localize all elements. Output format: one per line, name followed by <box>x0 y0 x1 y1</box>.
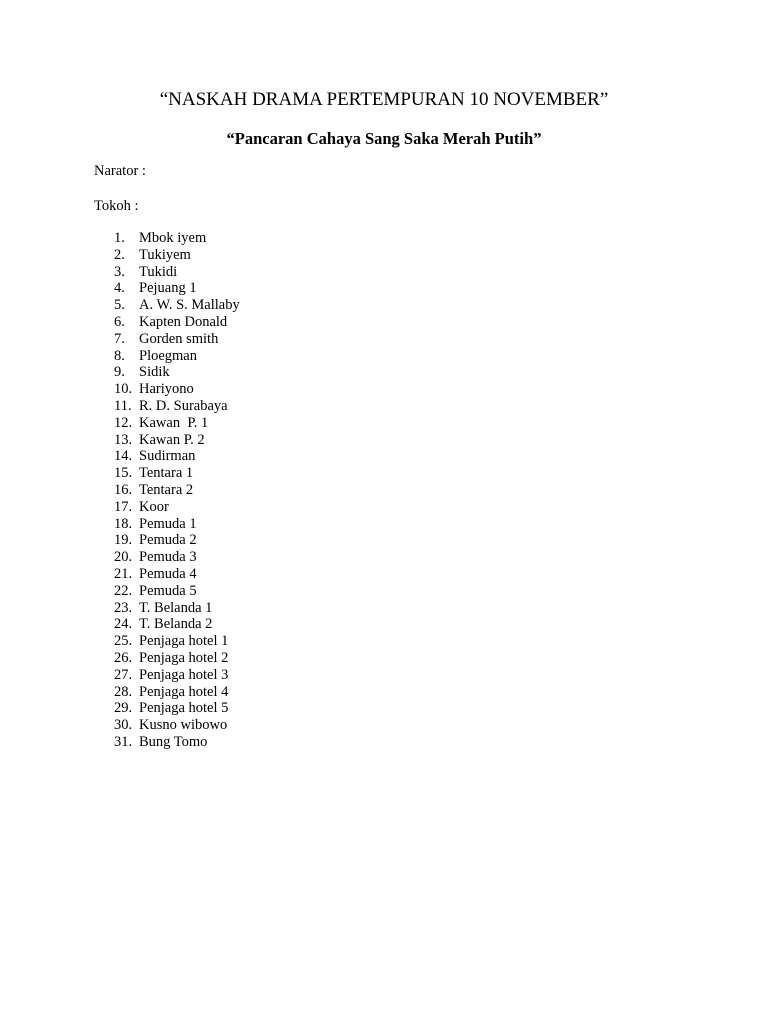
list-item-name: Tentara 2 <box>139 481 194 498</box>
list-item-name: Ploegman <box>139 347 197 364</box>
list-item-name: Kawan P. 1 <box>139 414 209 431</box>
list-item-number: 13. <box>114 431 133 448</box>
list-item-number: 14. <box>114 448 133 465</box>
list-item-name: Mbok iyem <box>139 230 207 246</box>
narator-label: Narator : <box>94 163 146 179</box>
list-item-number: 17. <box>114 498 133 515</box>
list-item-number: 7. <box>114 330 125 347</box>
list-item-name: Hariyono <box>139 381 194 398</box>
list-item-name: Penjaga hotel 3 <box>139 666 229 683</box>
list-item-number: 10. <box>114 381 133 398</box>
list-item-number: 26. <box>114 649 133 666</box>
list-item-number: 30. <box>114 717 133 734</box>
list-item-name: T. Belanda 1 <box>139 599 213 616</box>
list-item-number: 6. <box>114 313 125 330</box>
list-item-name: Kawan P. 2 <box>139 431 205 448</box>
list-item-name: Tukidi <box>139 263 178 280</box>
list-item-name: T. Belanda 2 <box>139 616 213 633</box>
list-item-name: Pemuda 5 <box>139 582 197 599</box>
list-item-number: 16. <box>114 481 133 498</box>
list-item-number: 23. <box>114 599 133 616</box>
list-item-number: 29. <box>114 700 133 717</box>
list-item-number: 31. <box>114 733 133 750</box>
list-item-name: Bung Tomo <box>139 733 208 750</box>
list-item-number: 21. <box>114 565 133 582</box>
list-item-number: 19. <box>114 532 133 549</box>
tokoh-label: Tokoh : <box>94 198 139 214</box>
list-item-number: 9. <box>114 364 125 381</box>
list-item-number: 27. <box>114 666 133 683</box>
list-item-name: Koor <box>139 498 169 515</box>
list-item-number: 12. <box>114 414 133 431</box>
list-item-name: Pemuda 1 <box>139 515 197 532</box>
list-item-number: 2. <box>114 246 125 263</box>
list-item-number: 18. <box>114 515 133 532</box>
list-item-name: R. D. Surabaya <box>139 397 228 414</box>
list-item-name: A. W. S. Mallaby <box>139 297 240 314</box>
list-item-name: Penjaga hotel 2 <box>139 649 229 666</box>
list-item-name: Penjaga hotel 4 <box>139 683 229 700</box>
list-item-number: 20. <box>114 549 133 566</box>
list-item-number: 28. <box>114 683 133 700</box>
list-item-name: Penjaga hotel 1 <box>139 633 229 650</box>
list-item-name: Sudirman <box>139 448 196 465</box>
list-item-number: 1. <box>114 230 125 246</box>
list-item-number: 25. <box>114 633 133 650</box>
list-item-number: 15. <box>114 465 133 482</box>
list-item-name: Pemuda 3 <box>139 549 197 566</box>
list-item-name: Pemuda 4 <box>139 565 197 582</box>
list-item-name: Gorden smith <box>139 330 219 347</box>
document-title: “NASKAH DRAMA PERTEMPURAN 10 NOVEMBER” <box>159 89 609 110</box>
list-item-name: Kapten Donald <box>139 313 228 330</box>
list-item-number: 24. <box>114 616 133 633</box>
list-item-name: Pejuang 1 <box>139 280 197 297</box>
list-item-name: Pemuda 2 <box>139 532 197 549</box>
list-item-name: Sidik <box>139 364 170 381</box>
list-item-number: 22. <box>114 582 133 599</box>
list-item-number: 4. <box>114 280 125 297</box>
document-subtitle: “Pancaran Cahaya Sang Saka Merah Putih” <box>226 129 542 148</box>
list-item-number: 5. <box>114 297 125 314</box>
list-item-number: 8. <box>114 347 125 364</box>
list-item-number: 3. <box>114 263 125 280</box>
list-item-name: Penjaga hotel 5 <box>139 700 229 717</box>
list-item-name: Kusno wibowo <box>139 717 228 734</box>
list-item-name: Tukiyem <box>139 246 191 263</box>
list-item-number: 11. <box>114 397 132 414</box>
list-item-name: Tentara 1 <box>139 465 194 482</box>
